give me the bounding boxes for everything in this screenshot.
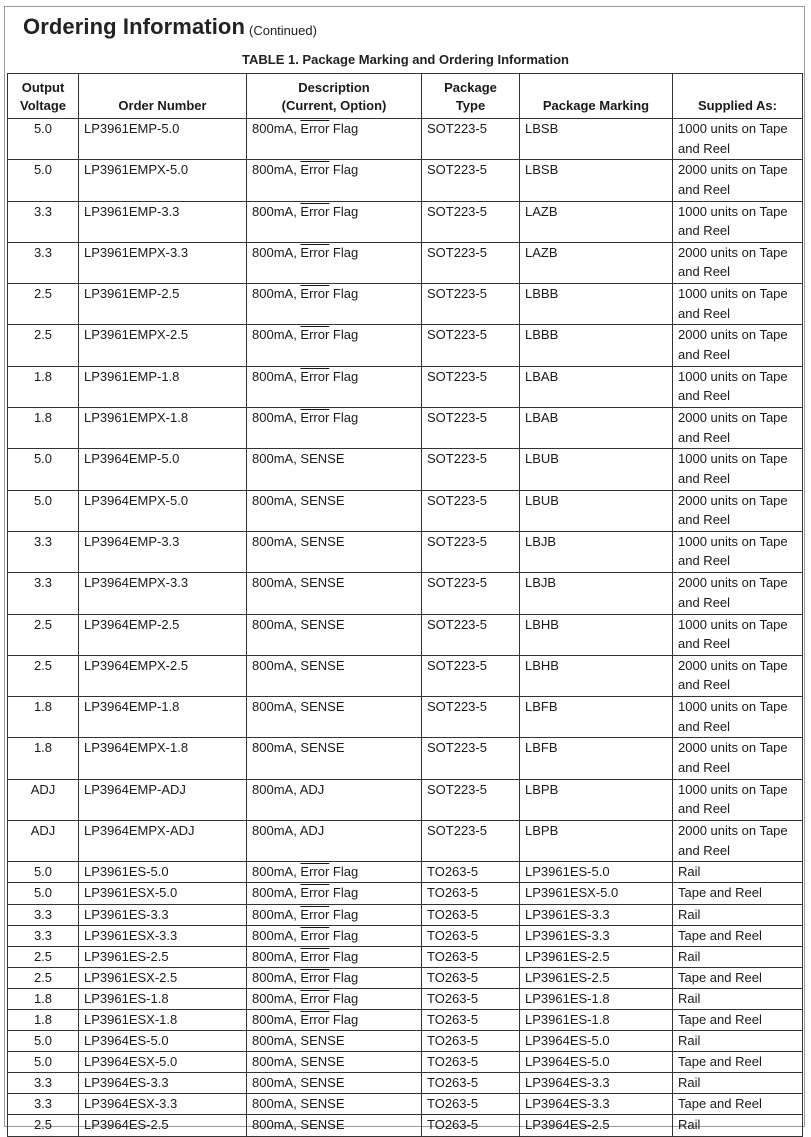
- col-header-supplied-as: Supplied As:: [673, 74, 803, 119]
- description-current: 800mA,: [252, 969, 301, 985]
- description-current: 800mA,: [252, 410, 301, 426]
- table-row: [8, 821, 803, 862]
- cell-order-number: LP3961ES-3.3: [79, 904, 247, 925]
- cell-package-type: SOT223-5: [422, 655, 520, 696]
- cell-output-voltage: 5.0: [8, 883, 79, 904]
- cell-package-marking: LBUB: [520, 490, 673, 531]
- description-error-overbar: Error: [300, 927, 330, 943]
- col-header-voltage: Output Voltage: [8, 74, 79, 119]
- cell-package-type: SOT223-5: [422, 573, 520, 614]
- description-current: 800mA, SENSE: [252, 492, 345, 508]
- cell-supplied-as: 1000 units on Tape and Reel: [673, 201, 803, 242]
- cell-package-type: SOT223-5: [422, 490, 520, 531]
- cell-order-number: LP3961EMPX-2.5: [79, 325, 247, 366]
- ordering-table: [7, 73, 803, 1137]
- cell-order-number: LP3964EMP-2.5: [79, 614, 247, 655]
- cell-output-voltage: 3.3: [8, 573, 79, 614]
- cell-package-marking: LP3961ES-1.8: [520, 1010, 673, 1031]
- table-row: [8, 1010, 803, 1031]
- description-current: 800mA,: [252, 244, 301, 260]
- cell-package-type: SOT223-5: [422, 821, 520, 862]
- cell-order-number: LP3961ESX-2.5: [79, 967, 247, 988]
- cell-description: [247, 779, 422, 820]
- cell-order-number: LP3964ESX-3.3: [79, 1094, 247, 1115]
- cell-supplied-as: 1000 units on Tape and Reel: [673, 614, 803, 655]
- table-row: [8, 925, 803, 946]
- cell-output-voltage: 2.5: [8, 967, 79, 988]
- table-row: [8, 883, 803, 904]
- table-row: [8, 1052, 803, 1073]
- description-current: 800mA,: [252, 927, 301, 943]
- cell-package-marking: LBUB: [520, 449, 673, 490]
- cell-supplied-as: 2000 units on Tape and Reel: [673, 821, 803, 862]
- col-header-package-marking: Package Marking: [520, 74, 673, 119]
- cell-order-number: LP3961EMPX-1.8: [79, 408, 247, 449]
- cell-package-type: SOT223-5: [422, 160, 520, 201]
- table-row: [8, 946, 803, 967]
- cell-order-number: LP3961ES-1.8: [79, 988, 247, 1009]
- cell-supplied-as: 2000 units on Tape and Reel: [673, 738, 803, 779]
- description-suffix: Flag: [329, 121, 359, 136]
- table-row: [8, 573, 803, 614]
- cell-order-number: LP3964ES-5.0: [79, 1031, 247, 1052]
- table-row: [8, 862, 803, 883]
- cell-supplied-as: Tape and Reel: [673, 967, 803, 988]
- cell-order-number: LP3961EMPX-3.3: [79, 242, 247, 283]
- cell-description: [247, 1094, 422, 1115]
- cell-package-type: TO263-5: [422, 1094, 520, 1115]
- description-error-overbar: Error: [300, 162, 330, 178]
- table-row: [8, 697, 803, 738]
- table-row: [8, 904, 803, 925]
- cell-supplied-as: Tape and Reel: [673, 1052, 803, 1073]
- description-suffix: Flag: [329, 410, 359, 426]
- cell-description: [247, 573, 422, 614]
- cell-supplied-as: Tape and Reel: [673, 1094, 803, 1115]
- description-suffix: Flag: [329, 1012, 359, 1027]
- cell-output-voltage: 3.3: [8, 531, 79, 572]
- description-suffix: Flag: [329, 906, 359, 922]
- cell-supplied-as: Rail: [673, 1115, 803, 1136]
- cell-supplied-as: 1000 units on Tape and Reel: [673, 449, 803, 490]
- description-current: 800mA,: [252, 906, 301, 922]
- page-title: Ordering Information: [23, 14, 245, 39]
- cell-package-marking: LAZB: [520, 201, 673, 242]
- cell-supplied-as: 2000 units on Tape and Reel: [673, 655, 803, 696]
- cell-output-voltage: 3.3: [8, 1094, 79, 1115]
- cell-supplied-as: Rail: [673, 1073, 803, 1094]
- cell-package-type: SOT223-5: [422, 284, 520, 325]
- cell-package-marking: LBSB: [520, 160, 673, 201]
- cell-package-type: SOT223-5: [422, 242, 520, 283]
- cell-output-voltage: ADJ: [8, 779, 79, 820]
- description-suffix: Flag: [329, 969, 359, 985]
- cell-output-voltage: 3.3: [8, 925, 79, 946]
- cell-supplied-as: 1000 units on Tape and Reel: [673, 284, 803, 325]
- cell-order-number: LP3964EMP-3.3: [79, 531, 247, 572]
- cell-order-number: LP3964EMPX-5.0: [79, 490, 247, 531]
- description-suffix: Flag: [329, 286, 359, 302]
- cell-package-marking: LP3961ES-3.3: [520, 904, 673, 925]
- cell-output-voltage: 2.5: [8, 284, 79, 325]
- table-row: [8, 160, 803, 201]
- cell-package-type: TO263-5: [422, 862, 520, 883]
- description-current: 800mA, ADJ: [252, 781, 325, 797]
- table-row: [8, 1094, 803, 1115]
- description-current: 800mA, SENSE: [252, 740, 345, 756]
- cell-order-number: LP3961ESX-3.3: [79, 925, 247, 946]
- table-row: [8, 614, 803, 655]
- cell-description: [247, 242, 422, 283]
- description-current: 800mA,: [252, 864, 301, 880]
- description-current: 800mA,: [252, 162, 301, 178]
- description-current: 800mA,: [252, 121, 301, 136]
- description-current: 800mA,: [252, 203, 301, 219]
- description-current: 800mA,: [252, 948, 301, 964]
- description-current: 800mA,: [252, 885, 301, 901]
- cell-supplied-as: 2000 units on Tape and Reel: [673, 408, 803, 449]
- cell-supplied-as: 1000 units on Tape and Reel: [673, 119, 803, 160]
- cell-description: [247, 201, 422, 242]
- cell-package-marking: LBAB: [520, 366, 673, 407]
- cell-package-type: SOT223-5: [422, 697, 520, 738]
- cell-package-marking: LP3964ES-2.5: [520, 1115, 673, 1136]
- cell-output-voltage: 5.0: [8, 490, 79, 531]
- description-error-overbar: Error: [300, 203, 330, 219]
- cell-order-number: LP3964EMPX-3.3: [79, 573, 247, 614]
- cell-description: [247, 967, 422, 988]
- description-current: 800mA, SENSE: [252, 451, 345, 467]
- cell-supplied-as: 2000 units on Tape and Reel: [673, 160, 803, 201]
- cell-description: [247, 1073, 422, 1094]
- cell-supplied-as: 1000 units on Tape and Reel: [673, 531, 803, 572]
- cell-order-number: LP3964EMP-ADJ: [79, 779, 247, 820]
- cell-package-type: SOT223-5: [422, 614, 520, 655]
- table-row: [8, 119, 803, 160]
- table-row: [8, 779, 803, 820]
- cell-supplied-as: Rail: [673, 862, 803, 883]
- cell-package-marking: LBJB: [520, 573, 673, 614]
- cell-order-number: LP3964EMPX-1.8: [79, 738, 247, 779]
- cell-description: [247, 1010, 422, 1031]
- description-current: 800mA, ADJ: [252, 823, 325, 839]
- cell-output-voltage: 5.0: [8, 449, 79, 490]
- cell-package-marking: LBSB: [520, 119, 673, 160]
- cell-package-type: TO263-5: [422, 883, 520, 904]
- cell-order-number: LP3961EMP-1.8: [79, 366, 247, 407]
- table-row: [8, 408, 803, 449]
- cell-description: [247, 988, 422, 1009]
- cell-package-type: TO263-5: [422, 904, 520, 925]
- cell-order-number: LP3961ES-5.0: [79, 862, 247, 883]
- description-current: 800mA, SENSE: [252, 575, 345, 591]
- cell-supplied-as: 2000 units on Tape and Reel: [673, 490, 803, 531]
- cell-output-voltage: 2.5: [8, 946, 79, 967]
- description-error-overbar: Error: [300, 121, 330, 136]
- description-error-overbar: Error: [300, 1012, 330, 1027]
- cell-output-voltage: 1.8: [8, 366, 79, 407]
- description-current: 800mA, SENSE: [252, 1096, 345, 1112]
- cell-description: [247, 946, 422, 967]
- cell-order-number: LP3964ESX-5.0: [79, 1052, 247, 1073]
- cell-output-voltage: 1.8: [8, 408, 79, 449]
- description-suffix: Flag: [329, 927, 359, 943]
- cell-output-voltage: 5.0: [8, 862, 79, 883]
- cell-description: [247, 883, 422, 904]
- cell-package-marking: LP3961ES-1.8: [520, 988, 673, 1009]
- cell-order-number: LP3961EMP-5.0: [79, 119, 247, 160]
- cell-package-marking: LP3961ES-2.5: [520, 967, 673, 988]
- cell-package-marking: LBHB: [520, 655, 673, 696]
- cell-package-type: TO263-5: [422, 1073, 520, 1094]
- cell-output-voltage: 3.3: [8, 201, 79, 242]
- cell-order-number: LP3964EMP-1.8: [79, 697, 247, 738]
- description-current: 800mA, SENSE: [252, 1054, 345, 1070]
- cell-package-type: TO263-5: [422, 988, 520, 1009]
- cell-order-number: LP3964ES-2.5: [79, 1115, 247, 1136]
- cell-order-number: LP3964EMPX-ADJ: [79, 821, 247, 862]
- cell-output-voltage: 1.8: [8, 697, 79, 738]
- cell-package-type: SOT223-5: [422, 779, 520, 820]
- cell-package-marking: LP3964ES-5.0: [520, 1031, 673, 1052]
- cell-supplied-as: 1000 units on Tape and Reel: [673, 697, 803, 738]
- cell-description: [247, 821, 422, 862]
- table-header-row: [8, 74, 803, 119]
- cell-description: [247, 119, 422, 160]
- description-current: 800mA,: [252, 286, 301, 302]
- cell-description: [247, 862, 422, 883]
- cell-order-number: LP3961EMP-3.3: [79, 201, 247, 242]
- table-row: [8, 531, 803, 572]
- cell-description: [247, 904, 422, 925]
- description-suffix: Flag: [329, 864, 359, 880]
- cell-package-marking: LP3961ES-2.5: [520, 946, 673, 967]
- cell-package-type: SOT223-5: [422, 366, 520, 407]
- cell-output-voltage: ADJ: [8, 821, 79, 862]
- description-error-overbar: Error: [300, 327, 330, 343]
- description-current: 800mA,: [252, 368, 301, 384]
- col-header-description: Description (Current, Option): [247, 74, 422, 119]
- cell-order-number: LP3961ESX-5.0: [79, 883, 247, 904]
- cell-package-type: TO263-5: [422, 1010, 520, 1031]
- cell-package-marking: LBBB: [520, 325, 673, 366]
- description-error-overbar: Error: [300, 906, 330, 922]
- cell-package-marking: LP3961ES-3.3: [520, 925, 673, 946]
- cell-package-type: SOT223-5: [422, 201, 520, 242]
- cell-description: [247, 614, 422, 655]
- cell-output-voltage: 3.3: [8, 1073, 79, 1094]
- table-row: [8, 201, 803, 242]
- cell-supplied-as: Tape and Reel: [673, 883, 803, 904]
- cell-package-marking: LP3961ES-5.0: [520, 862, 673, 883]
- cell-output-voltage: 2.5: [8, 325, 79, 366]
- col-header-package-type: Package Type: [422, 74, 520, 119]
- cell-package-marking: LP3964ES-5.0: [520, 1052, 673, 1073]
- table-row: [8, 449, 803, 490]
- cell-package-type: SOT223-5: [422, 119, 520, 160]
- cell-order-number: LP3964EMP-5.0: [79, 449, 247, 490]
- cell-package-type: SOT223-5: [422, 408, 520, 449]
- cell-description: [247, 490, 422, 531]
- cell-output-voltage: 5.0: [8, 1031, 79, 1052]
- cell-package-type: TO263-5: [422, 1031, 520, 1052]
- table-row: [8, 988, 803, 1009]
- description-suffix: Flag: [329, 885, 359, 901]
- cell-package-type: TO263-5: [422, 967, 520, 988]
- cell-output-voltage: 3.3: [8, 904, 79, 925]
- cell-package-marking: LBAB: [520, 408, 673, 449]
- cell-package-type: SOT223-5: [422, 738, 520, 779]
- cell-package-marking: LBPB: [520, 779, 673, 820]
- table-row: [8, 1073, 803, 1094]
- description-error-overbar: Error: [300, 368, 330, 384]
- description-current: 800mA, SENSE: [252, 1075, 345, 1091]
- table-row: [8, 284, 803, 325]
- description-current: 800mA, SENSE: [252, 1117, 345, 1133]
- cell-package-marking: LBPB: [520, 821, 673, 862]
- description-error-overbar: Error: [300, 244, 330, 260]
- cell-package-marking: LBHB: [520, 614, 673, 655]
- table-row: [8, 967, 803, 988]
- cell-output-voltage: 5.0: [8, 160, 79, 201]
- cell-order-number: LP3961EMPX-5.0: [79, 160, 247, 201]
- cell-description: [247, 655, 422, 696]
- cell-description: [247, 366, 422, 407]
- cell-supplied-as: Rail: [673, 904, 803, 925]
- cell-description: [247, 449, 422, 490]
- cell-description: [247, 1052, 422, 1073]
- description-error-overbar: Error: [300, 864, 330, 880]
- cell-output-voltage: 3.3: [8, 242, 79, 283]
- description-suffix: Flag: [329, 368, 359, 384]
- cell-order-number: LP3964ES-3.3: [79, 1073, 247, 1094]
- cell-description: [247, 160, 422, 201]
- cell-package-type: TO263-5: [422, 946, 520, 967]
- description-suffix: Flag: [329, 162, 359, 178]
- cell-package-type: TO263-5: [422, 1052, 520, 1073]
- table-row: [8, 490, 803, 531]
- cell-output-voltage: 1.8: [8, 738, 79, 779]
- table-row: [8, 1031, 803, 1052]
- description-error-overbar: Error: [300, 969, 330, 985]
- table-row: [8, 325, 803, 366]
- cell-output-voltage: 1.8: [8, 1010, 79, 1031]
- description-current: 800mA,: [252, 1012, 301, 1027]
- cell-description: [247, 738, 422, 779]
- cell-package-marking: LBFB: [520, 697, 673, 738]
- cell-package-type: SOT223-5: [422, 531, 520, 572]
- cell-output-voltage: 2.5: [8, 1115, 79, 1136]
- cell-supplied-as: 1000 units on Tape and Reel: [673, 366, 803, 407]
- cell-supplied-as: 1000 units on Tape and Reel: [673, 779, 803, 820]
- description-error-overbar: Error: [300, 286, 330, 302]
- cell-output-voltage: 5.0: [8, 119, 79, 160]
- cell-order-number: LP3961ES-2.5: [79, 946, 247, 967]
- description-error-overbar: Error: [300, 885, 330, 901]
- cell-supplied-as: Tape and Reel: [673, 925, 803, 946]
- cell-description: [247, 531, 422, 572]
- cell-supplied-as: Tape and Reel: [673, 1010, 803, 1031]
- description-suffix: Flag: [329, 203, 359, 219]
- cell-supplied-as: Rail: [673, 946, 803, 967]
- cell-package-type: TO263-5: [422, 925, 520, 946]
- cell-description: [247, 925, 422, 946]
- cell-package-type: SOT223-5: [422, 325, 520, 366]
- cell-supplied-as: 2000 units on Tape and Reel: [673, 325, 803, 366]
- cell-supplied-as: 2000 units on Tape and Reel: [673, 242, 803, 283]
- cell-supplied-as: Rail: [673, 1031, 803, 1052]
- cell-supplied-as: 2000 units on Tape and Reel: [673, 573, 803, 614]
- description-error-overbar: Error: [300, 990, 330, 1006]
- cell-package-type: SOT223-5: [422, 449, 520, 490]
- cell-order-number: LP3964EMPX-2.5: [79, 655, 247, 696]
- description-current: 800mA, SENSE: [252, 699, 345, 715]
- table-caption: TABLE 1. Package Marking and Ordering Information: [242, 52, 569, 67]
- cell-order-number: LP3961EMP-2.5: [79, 284, 247, 325]
- cell-package-marking: LP3964ES-3.3: [520, 1073, 673, 1094]
- cell-output-voltage: 1.8: [8, 988, 79, 1009]
- cell-package-marking: LAZB: [520, 242, 673, 283]
- cell-output-voltage: 2.5: [8, 655, 79, 696]
- cell-order-number: LP3961ESX-1.8: [79, 1010, 247, 1031]
- cell-output-voltage: 2.5: [8, 614, 79, 655]
- cell-package-marking: LBJB: [520, 531, 673, 572]
- description-error-overbar: Error: [300, 948, 330, 964]
- description-current: 800mA, SENSE: [252, 533, 345, 549]
- description-suffix: Flag: [329, 990, 359, 1006]
- cell-package-marking: LBFB: [520, 738, 673, 779]
- cell-package-type: TO263-5: [422, 1115, 520, 1136]
- cell-package-marking: LP3964ES-3.3: [520, 1094, 673, 1115]
- cell-package-marking: LP3961ESX-5.0: [520, 883, 673, 904]
- description-current: 800mA, SENSE: [252, 657, 345, 673]
- page-subtitle: (Continued): [249, 23, 317, 38]
- cell-description: [247, 325, 422, 366]
- description-error-overbar: Error: [300, 410, 330, 426]
- table-row: [8, 242, 803, 283]
- cell-description: [247, 697, 422, 738]
- table-row: [8, 655, 803, 696]
- table-row: [8, 738, 803, 779]
- col-header-order-number: Order Number: [79, 74, 247, 119]
- description-suffix: Flag: [329, 327, 359, 343]
- cell-output-voltage: 5.0: [8, 1052, 79, 1073]
- description-current: 800mA, SENSE: [252, 1033, 345, 1049]
- description-suffix: Flag: [329, 948, 359, 964]
- description-current: 800mA, SENSE: [252, 616, 345, 632]
- cell-description: [247, 408, 422, 449]
- cell-package-marking: LBBB: [520, 284, 673, 325]
- description-current: 800mA,: [252, 990, 301, 1006]
- cell-description: [247, 284, 422, 325]
- cell-description: [247, 1031, 422, 1052]
- description-current: 800mA,: [252, 327, 301, 343]
- cell-supplied-as: Rail: [673, 988, 803, 1009]
- description-suffix: Flag: [329, 244, 359, 260]
- table-row: [8, 366, 803, 407]
